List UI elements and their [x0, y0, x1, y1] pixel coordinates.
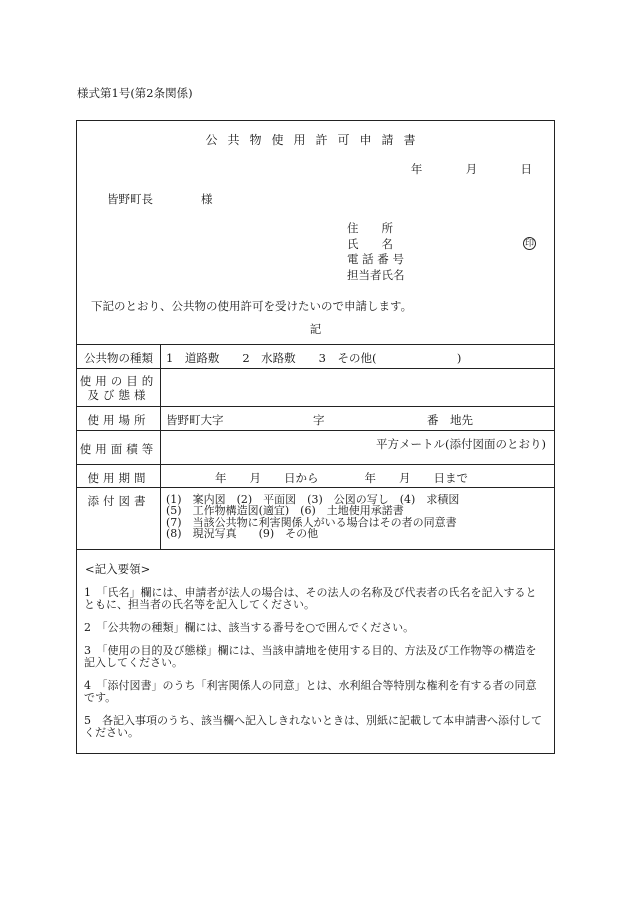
date-year: 年: [410, 162, 423, 176]
seal-mark: 印: [524, 239, 534, 249]
applicant-address-label: 住 所: [347, 221, 393, 235]
type-value: 1 道路敷 2 水路敷 3 その他( ): [166, 351, 462, 365]
date-line: [411, 161, 532, 177]
date-month: 月: [465, 162, 478, 176]
note-item: 3 「使用の目的及び態様」欄には、当該申請地を使用する目的、方法及び工作物等の構造を記入してください。: [84, 644, 537, 669]
ki-heading: 記: [309, 322, 322, 336]
note-item: 1 「氏名」欄には、申請者が法人の場合は、その法人の名称及び代表者の氏名を記入するとともに、担当者の氏名等を記入してください。: [84, 586, 537, 611]
recipient: [107, 191, 213, 207]
purpose-label-1: 使用の目的: [79, 374, 158, 388]
location-value-banchi: 番 地先: [427, 413, 473, 427]
period-value: 年 月 日から 年 月 日まで: [215, 471, 468, 485]
note-item: 5 各記入事項のうち、該当欄へ記入しきれないときは、別紙に記載して本申請書へ添付してください。: [84, 714, 542, 739]
recipient-honorific: 様: [201, 192, 213, 206]
location-value-oaza: 皆野町大字: [166, 413, 224, 427]
attach-label: 添付図書: [87, 494, 150, 508]
note-item: 2 「公共物の種類」欄には、該当する番号を○で囲んでください。: [84, 621, 415, 634]
form-number-label: 様式第1号(第2条関係): [77, 86, 193, 100]
type-label: 公共物の種類: [84, 351, 153, 365]
note-item: 4 「添付図書」のうち「利害関係人の同意」とは、水利組合等特別な権利を有する者の同意です。: [84, 679, 537, 704]
applicant-phone-label: 電 話 番 号: [347, 252, 404, 266]
purpose-label-2: 及び態様: [87, 388, 150, 402]
attachments-list: [166, 494, 459, 539]
applicant-contact-label: 担当者氏名: [347, 267, 405, 282]
date-day: 日: [520, 162, 532, 176]
form-title: 公共物使用許可申請書: [205, 133, 426, 147]
area-value: 平方メートル(添付図面のとおり): [376, 437, 546, 451]
period-label: 使用期間: [87, 471, 150, 485]
applicant-name-label: 氏 名: [347, 236, 393, 251]
attachment-line: (1) 案内図 (2) 平面図 (3) 公図の写し (4) 求積図: [166, 493, 460, 506]
location-label: 使用場所: [87, 413, 150, 427]
application-form: [76, 120, 555, 754]
location-value-aza: 字: [313, 413, 325, 427]
area-label: 使用面積等: [79, 442, 158, 456]
notes-title: <記入要領>: [85, 562, 151, 576]
attachment-line: (8) 現況写真 (9) その他: [166, 526, 319, 540]
recipient-name: 皆野町長: [107, 192, 153, 206]
attachment-line: (7) 当該公共物に利害関係人がいる場合はその者の同意書: [166, 515, 457, 529]
attachment-line: (5) 工作物構造図(適宜) (6) 土地使用承諾書: [166, 504, 404, 518]
intro-text: 下記のとおり、公共物の使用許可を受けたいので申請します。: [91, 299, 413, 313]
applicant-block: [347, 221, 405, 283]
